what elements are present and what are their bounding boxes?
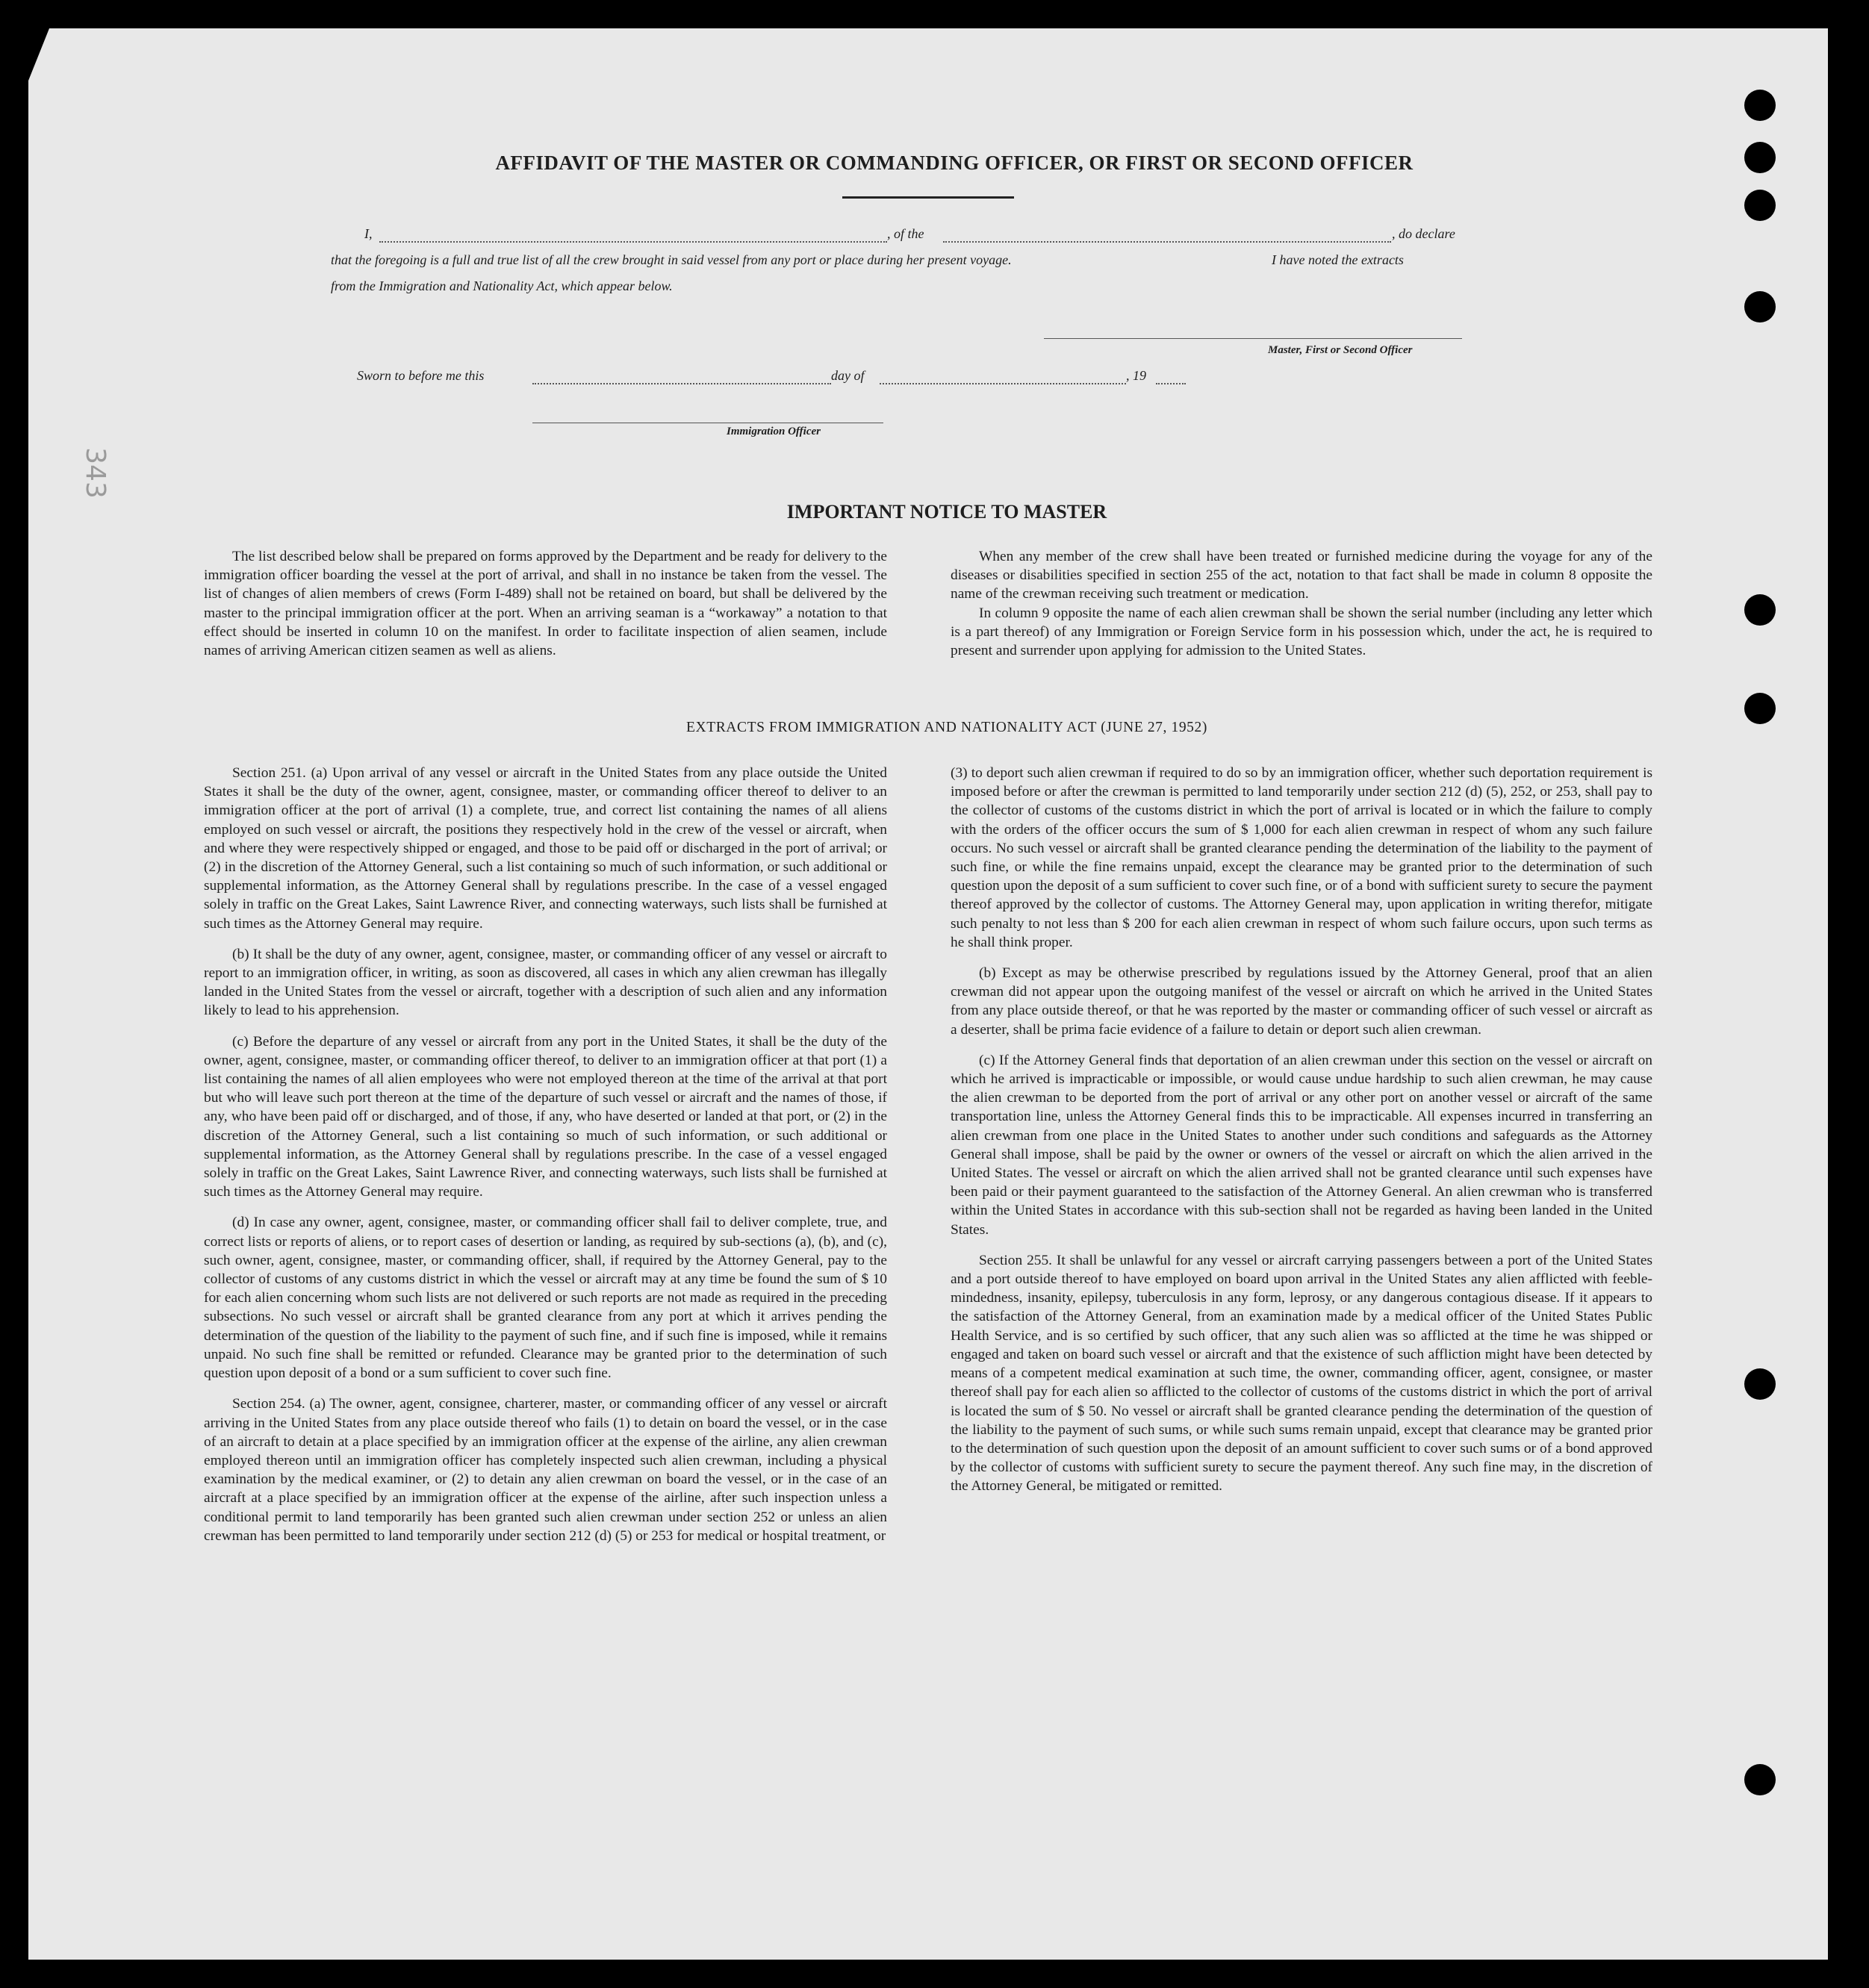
master-signature-line[interactable] <box>1044 338 1462 339</box>
notice-paragraph: When any member of the crew shall have been treated or furnished medicine during the voyage for any of the diseases or disabilities specified in section 255 of the act, notation to that fact shall be made in column 8 opposite the name of the crewman receiving such treatment or medication. <box>951 549 1652 602</box>
affidavit-statement: that the foregoing is a full and true list of all the crew brought in said vessel from any port or place during her present voyage. <box>331 252 1012 267</box>
affidavit-statement-extracts: I have noted the extracts <box>1272 252 1404 267</box>
extract-paragraph: (d) In case any owner, agent, consignee, master, or commanding officer shall fail to deliver complete, true, and correct lists or reports of aliens, or to report cases of desertion or landing, as required by sub-sections (a), (b), and (c), such owner, agent, consignee, master, or commanding officer, shall, if required by the Attorney General, pay to the collector of customs of any customs district in which the vessel or aircraft may at any time be found the sum of $ 10 for each alien concerning whom such lists are not delivered or such reports are not made as required in the preceding subsections. No such vessel or aircraft shall be granted clearance from any port at which it arrives pending the determination of the question of the liability to the payment of such fine, and if such fine is imposed, while it remains unpaid. No such fine shall be remitted or refunded. Clearance may be granted prior to the determination of such question upon deposit of a bond or a sum sufficient to cover such fine. <box>204 1215 887 1382</box>
notice-paragraph: The list described below shall be prepared on forms approved by the Department and be ready for delivery to the immigration officer boarding the vessel at the port of arrival, and shall in no instance be taken from the vessel. The list of changes of alien members of crews (Form I-489) shall not be retained on board, but shall be delivered by the master to the principal immigration officer at the port. When an arriving seaman is a “workaway” a notation to that effect should be inserted in column 10 on the manifest. In order to facilitate inspection of alien seamen, include names of arriving American citizen seamen as well as aliens. <box>204 549 887 659</box>
extract-paragraph: (b) It shall be the duty of any owner, agent, consignee, master, or commanding officer of any vessel or aircraft to report to an immigration officer, in writing, as soon as discovered, all cases in which any alien crewman has illegally landed in the United States from the vessel or aircraft, together with a description of such alien and any information likely to lead to his apprehension. <box>204 946 887 1019</box>
sworn-label: Sworn to before me this <box>357 368 485 383</box>
extract-paragraph: (c) Before the departure of any vessel or aircraft from any port in the United States, it shall be the duty of the owner, agent, consignee, master, or commanding officer thereof, to deliver to an immigration officer at that port (1) a list containing the names of all alien employees who were not employed thereon at the time of the arrival at that port but who will leave such port thereon at the time of the departure of such vessel or aircraft and the names of those, if any, who have been paid off or discharged, and of those, if any, who have deserted or landed at that port, or (2) in the discretion of the Attorney General, such a list containing so much of such information, or such additional or supplemental information, as the Attorney General shall by regulations prescribe. In the case of a vessel engaged solely in traffic on the Great Lakes, Saint Lawrence River, and connecting waterways, such lists shall be furnished at such times as the Attorney General may require. <box>204 1033 887 1200</box>
notice-paragraph: In column 9 opposite the name of each alien crewman shall be shown the serial number (including any letter which is a part thereof) of any Immigration or Foreign Service form in his possession which, under the act, he is required to present and surrender upon applying for admission to the United States. <box>951 605 1652 659</box>
day-of-label: day of <box>831 368 865 383</box>
sworn-day-blank[interactable] <box>532 383 831 384</box>
immigration-officer-label: Immigration Officer <box>727 426 821 437</box>
sworn-month-blank[interactable] <box>880 383 1126 384</box>
name-blank[interactable] <box>379 241 887 243</box>
year-label: , 19 <box>1126 368 1146 383</box>
master-signature-label: Master, First or Second Officer <box>1268 344 1413 356</box>
affidavit-statement-act: from the Immigration and Nationality Act, which appear below. <box>331 278 673 293</box>
notice-right-column <box>951 547 1652 660</box>
extract-paragraph: (c) If the Attorney General finds that deportation of an alien crewman under this section on the vessel or aircraft on which he arrived is impracticable or impossible, or would cause undue hardship to such alien crewman, he may cause the alien crewman to be deported from the port of arrival or any other port on another vessel or aircraft of the same transportation line, unless the Attorney General finds this to be impracticable. All expenses incurred in transferring an alien crewman from one place in the United States to another under such conditions and safeguards as the Attorney General shall impose, shall be paid by the owner or owners of the vessel or aircraft on which the alien arrived in the United States. The vessel or aircraft on which the alien arrived shall not be granted clearance until such expenses have been paid or their payment guaranteed to the satisfaction of the Attorney General. An alien crewman who is transferred within the United States in accordance with this sub-section shall not be regarded as having been landed in the United States. <box>951 1052 1652 1238</box>
document-page <box>28 28 1828 1960</box>
extracts-left-column <box>204 764 887 1545</box>
affidavit-word-of-the: , of the <box>887 226 924 241</box>
page-stamp-number: 343 <box>79 447 111 499</box>
extracts-title: EXTRACTS FROM IMMIGRATION AND NATIONALITY ACT (JUNE 27, 1952) <box>686 720 1207 735</box>
vessel-blank[interactable] <box>943 241 1391 243</box>
extract-paragraph: Section 254. (a) The owner, agent, consignee, charterer, master, or commanding officer of any vessel or aircraft arriving in the United States from any place outside thereof who fails (1) to detain on board the vessel, or in the case of an aircraft to detain at a place specified by an immigration officer at the expense of the airline, any alien crewman employed thereon until an immigration officer has completely inspected such alien crewman, including a physical examination by the medical examiner, or (2) to detain any alien crewman on board the vessel, or in the case of an aircraft at a place specified by an immigration officer at the expense of the airline, after such inspection unless a conditional permit to land temporarily has been granted such alien crewman under section 252 or unless an alien crewman has been permitted to land temporarily under section 212 (d) (5) or 253 for medical or hospital treatment, or <box>204 1396 887 1544</box>
notice-title: IMPORTANT NOTICE TO MASTER <box>786 501 1107 523</box>
sworn-year-blank[interactable] <box>1156 383 1186 384</box>
extract-paragraph: Section 255. It shall be unlawful for any vessel or aircraft carrying passengers between a port of the United States and a port outside thereof to have employed on board upon arrival in the United States any alien afflicted with feeble-mindedness, insanity, epilepsy, tuberculosis in any form, leprosy, or any dangerous contagious disease. If it appears to the satisfaction of the Attorney General, from an examination made by a medical officer of the United States Public Health Service, and is so certified by such officer, that any such alien was so afflicted at the time he was shipped or engaged and taken on board such vessel or aircraft and that the existence of such affliction might have been detected by means of a competent medical examination at such time, the owner, commanding officer, agent, consignee, or master thereof shall pay for each alien so afflicted to the collector of customs of the customs district in which the port of arrival is located the sum of $ 50. No vessel or aircraft shall be granted clearance pending the determination of the question of the liability to the payment of such sums, or while such sums remain unpaid, except that clearance may be granted prior to the determination of such question upon the deposit of an amount sufficient to cover such sums or of a bond approved by the collector of customs with sufficient surety to secure the payment thereof. Any such fine may, in the discretion of the Attorney General, be mitigated or remitted. <box>951 1252 1652 1495</box>
extract-paragraph: Section 251. (a) Upon arrival of any vessel or aircraft in the United States from any place outside the United States it shall be the duty of the owner, agent, consignee, master, or commanding officer thereof to deliver to an immigration officer at the port of arrival (1) a complete, true, and correct list containing the names of all aliens employed on such vessel or aircraft, the positions they respectively hold in the crew of the vessel or aircraft, when and where they were respectively shipped or engaged, and those to be paid off or discharged in the port of arrival; or (2) in the discretion of the Attorney General, such a list containing so much of such information, or such additional or supplemental information, as the Attorney General shall by regulations prescribe. In the case of a vessel engaged solely in traffic on the Great Lakes, Saint Lawrence River, and connecting waterways, such lists shall be furnished at such times as the Attorney General may require. <box>204 765 887 932</box>
affidavit-word-i: I, <box>364 226 373 241</box>
affidavit-title: AFFIDAVIT OF THE MASTER OR COMMANDING OFFICER, OR FIRST OR SECOND OFFICER <box>495 152 1414 174</box>
notice-left-column <box>204 547 887 660</box>
extract-paragraph: (3) to deport such alien crewman if required to do so by an immigration officer, whether such deportation requirement is imposed before or after the crewman is permitted to land temporarily under section 212 (d) (5), 252, or 253, shall pay to the collector of customs of the customs district in which the port of arrival is located or in which the failure to comply with the orders of the officer occurs the sum of $ 1,000 for each alien crewman in respect of whom any such failure occurs. No such vessel or aircraft shall be granted clearance pending the determination of the liability to the payment of such fine, or while the fine remains unpaid, except the clearance may be granted prior to the determination of such question upon the deposit of a sum sufficient to cover such fine, or of a bond with sufficient surety to secure the payment thereof approved by the collector of customs. The Attorney General may, upon application in writing therefor, mitigate such penalty to not less than $ 200 for each alien crewman in respect of whom such failure occurs, upon such terms as he shall think proper. <box>951 765 1652 950</box>
title-rule <box>842 196 1014 199</box>
extract-paragraph: (b) Except as may be otherwise prescribed by regulations issued by the Attorney General, proof that an alien crewman did not appear upon the outgoing manifest of the vessel or aircraft on which he arrived in the United States from any place outside thereof, or that he was reported by the master or commanding officer of such vessel or aircraft as a deserter, shall be prima facie evidence of a failure to detain or deport such alien crewman. <box>951 965 1652 1038</box>
extracts-right-column <box>951 764 1652 1496</box>
affidavit-do-declare: , do declare <box>1392 226 1455 241</box>
